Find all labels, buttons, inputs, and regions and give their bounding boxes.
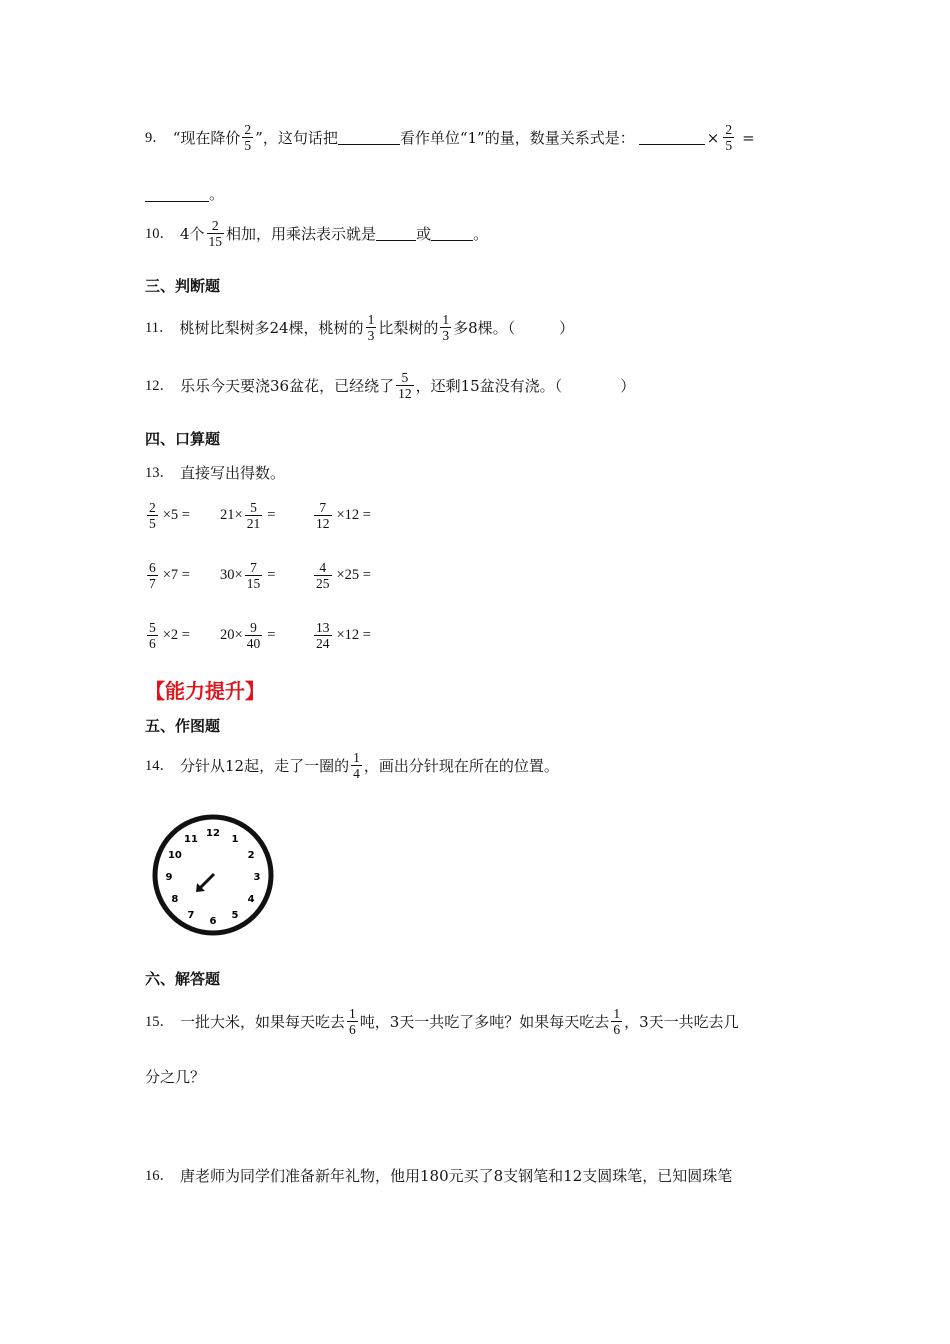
question-15-line1 bbox=[145, 1006, 739, 1037]
numerator: 1 bbox=[353, 750, 360, 765]
times-sign: × bbox=[706, 128, 720, 147]
fraction bbox=[242, 122, 253, 153]
question-number: 14． bbox=[145, 757, 174, 774]
denominator: 3 bbox=[442, 328, 450, 343]
fraction bbox=[351, 750, 362, 781]
question-text: ，还剩15盆没有浇。（ bbox=[415, 376, 563, 395]
question-number: 10． bbox=[145, 225, 174, 242]
fraction bbox=[396, 370, 414, 401]
question-number: 16． bbox=[145, 1168, 174, 1184]
question-15-line2 bbox=[145, 1067, 205, 1087]
calc-suffix: ×12 = bbox=[336, 507, 371, 523]
question-number: 11． bbox=[145, 319, 174, 336]
calc-suffix: ×12 = bbox=[336, 627, 371, 643]
fraction bbox=[366, 312, 377, 343]
numerator: 1 bbox=[349, 1006, 356, 1021]
numerator: 1 bbox=[367, 312, 375, 327]
denominator: 24 bbox=[316, 636, 330, 651]
denominator: 5 bbox=[149, 516, 156, 531]
question-text: 直接写出得数。 bbox=[180, 464, 286, 482]
numerator: 2 bbox=[211, 218, 219, 233]
calc-suffix: = bbox=[267, 627, 276, 643]
calc-item bbox=[145, 500, 190, 531]
denominator: 4 bbox=[353, 766, 360, 781]
calc-item bbox=[220, 500, 275, 531]
equals-sign: = bbox=[742, 128, 755, 147]
calc-suffix: ×25 = bbox=[336, 567, 371, 583]
calc-prefix: 20× bbox=[220, 627, 243, 643]
fraction bbox=[207, 218, 225, 249]
numerator: 5 bbox=[401, 370, 409, 385]
section-heading-answer: 六、解答题 bbox=[145, 970, 221, 988]
clock-face[interactable] bbox=[150, 810, 280, 940]
numerator: 4 bbox=[319, 560, 327, 575]
question-10 bbox=[145, 218, 488, 249]
clock-number: 4 bbox=[247, 894, 255, 905]
fraction bbox=[440, 312, 451, 343]
section-heading-drawing: 五、作图题 bbox=[145, 717, 221, 735]
denominator: 3 bbox=[367, 328, 375, 343]
denominator: 21 bbox=[246, 516, 261, 531]
question-text: “现在降价 bbox=[172, 128, 241, 147]
numerator: 7 bbox=[319, 500, 327, 515]
calc-item bbox=[312, 500, 371, 531]
fraction bbox=[147, 620, 158, 651]
question-13 bbox=[145, 463, 285, 483]
clock-number: 9 bbox=[165, 872, 173, 883]
denominator: 7 bbox=[149, 576, 156, 591]
numerator: 1 bbox=[442, 312, 450, 327]
clock-number: 6 bbox=[209, 916, 217, 927]
section-heading-judgement: 三、判断题 bbox=[145, 277, 221, 295]
question-text: 唐老师为同学们准备新年礼物，他用180元买了8支钢笔和12支圆珠笔，已知圆珠笔 bbox=[180, 1167, 733, 1185]
denominator: 6 bbox=[613, 1022, 621, 1037]
fraction bbox=[314, 620, 332, 651]
question-number: 9． bbox=[145, 129, 167, 146]
fraction bbox=[245, 560, 263, 591]
numerator: 9 bbox=[250, 620, 257, 635]
clock-number: 12 bbox=[206, 828, 220, 839]
fraction bbox=[347, 1006, 358, 1037]
question-number: 13． bbox=[145, 465, 174, 481]
fraction bbox=[245, 620, 263, 651]
calc-suffix: ×2 = bbox=[162, 627, 190, 643]
question-text: 多8棵。（ bbox=[453, 318, 516, 337]
calc-prefix: 30× bbox=[220, 567, 243, 583]
clock-number: 10 bbox=[167, 850, 182, 861]
fraction bbox=[611, 1006, 622, 1037]
ability-heading: 【能力提升】 bbox=[145, 679, 265, 703]
question-number: 12． bbox=[145, 377, 174, 394]
question-number: 15． bbox=[145, 1013, 174, 1030]
question-14 bbox=[145, 750, 559, 781]
denominator: 6 bbox=[149, 636, 156, 651]
question-text: 看作单位“1”的量，数量关系式是： bbox=[399, 128, 635, 147]
calc-item bbox=[220, 560, 275, 591]
question-text: ） bbox=[559, 318, 575, 337]
denominator: 15 bbox=[246, 576, 261, 591]
clock-number: 3 bbox=[253, 872, 261, 883]
calc-item bbox=[145, 620, 190, 651]
fraction bbox=[147, 500, 158, 531]
clock-number: 7 bbox=[187, 910, 195, 922]
numerator: 2 bbox=[244, 122, 252, 137]
question-9-line1 bbox=[145, 122, 755, 153]
fraction bbox=[314, 560, 332, 591]
calc-suffix: = bbox=[267, 567, 276, 583]
clock-number: 5 bbox=[231, 910, 239, 922]
calc-item bbox=[312, 560, 371, 591]
question-text: 比梨树的 bbox=[378, 318, 439, 337]
question-text: ”，这句话把 bbox=[255, 128, 338, 147]
calc-item bbox=[312, 620, 371, 651]
question-text: ，画出分针现在所在的位置。 bbox=[363, 756, 559, 775]
calc-item bbox=[220, 620, 275, 651]
numerator: 2 bbox=[725, 122, 733, 137]
denominator: 6 bbox=[349, 1022, 356, 1037]
question-11 bbox=[145, 312, 574, 343]
question-12 bbox=[145, 370, 635, 401]
question-text: 4个 bbox=[180, 224, 205, 243]
question-text: 。 bbox=[209, 185, 225, 203]
answer-blank[interactable] bbox=[376, 226, 416, 241]
numerator: 5 bbox=[250, 500, 257, 515]
denominator: 12 bbox=[398, 386, 412, 401]
clock-number: 2 bbox=[247, 850, 255, 861]
question-text: 乐乐今天要浇36盆花，已经绕了 bbox=[180, 376, 395, 395]
denominator: 12 bbox=[316, 516, 330, 531]
numerator: 1 bbox=[613, 1006, 621, 1021]
numerator: 7 bbox=[250, 560, 257, 575]
clock-number: 11 bbox=[184, 833, 198, 845]
numerator: 5 bbox=[149, 620, 156, 635]
calc-item bbox=[145, 560, 190, 591]
fraction bbox=[314, 500, 332, 531]
question-9-line2 bbox=[145, 184, 224, 204]
numerator: 2 bbox=[149, 500, 156, 515]
denominator: 5 bbox=[244, 138, 252, 153]
question-text: 一批大米，如果每天吃去 bbox=[180, 1012, 346, 1031]
section-heading-mental-math: 四、口算题 bbox=[145, 430, 221, 448]
fraction bbox=[147, 560, 158, 591]
denominator: 15 bbox=[208, 234, 223, 249]
denominator: 5 bbox=[725, 138, 733, 153]
question-text: 分之几？ bbox=[145, 1068, 206, 1086]
numerator: 6 bbox=[149, 560, 156, 575]
question-text: 分针从12起，走了一圈的 bbox=[180, 756, 350, 775]
question-text: 或 bbox=[416, 224, 432, 243]
answer-blank[interactable] bbox=[639, 130, 705, 145]
calc-suffix: ×7 = bbox=[162, 567, 190, 583]
answer-blank[interactable] bbox=[338, 130, 400, 145]
calc-suffix: = bbox=[267, 507, 276, 523]
answer-blank[interactable] bbox=[145, 187, 209, 202]
question-text: 桃树比梨树多24棵，桃树的 bbox=[179, 318, 364, 337]
answer-blank[interactable] bbox=[431, 226, 473, 241]
question-text: 。 bbox=[473, 224, 489, 243]
calc-prefix: 21× bbox=[220, 507, 243, 523]
clock-number: 1 bbox=[231, 833, 239, 845]
calc-suffix: ×5 = bbox=[162, 507, 190, 523]
numerator: 13 bbox=[316, 620, 330, 635]
clock-number: 8 bbox=[171, 894, 179, 905]
denominator: 40 bbox=[246, 636, 261, 651]
question-text: 相加，用乘法表示就是 bbox=[226, 224, 377, 243]
fraction bbox=[723, 122, 734, 153]
denominator: 25 bbox=[316, 576, 330, 591]
fraction bbox=[245, 500, 263, 531]
question-16 bbox=[145, 1166, 732, 1186]
question-text: ） bbox=[620, 376, 636, 395]
question-text: 吨，3天一共吃了多吨？如果每天吃去 bbox=[359, 1012, 610, 1031]
question-text: ，3天一共吃去几 bbox=[624, 1012, 739, 1031]
